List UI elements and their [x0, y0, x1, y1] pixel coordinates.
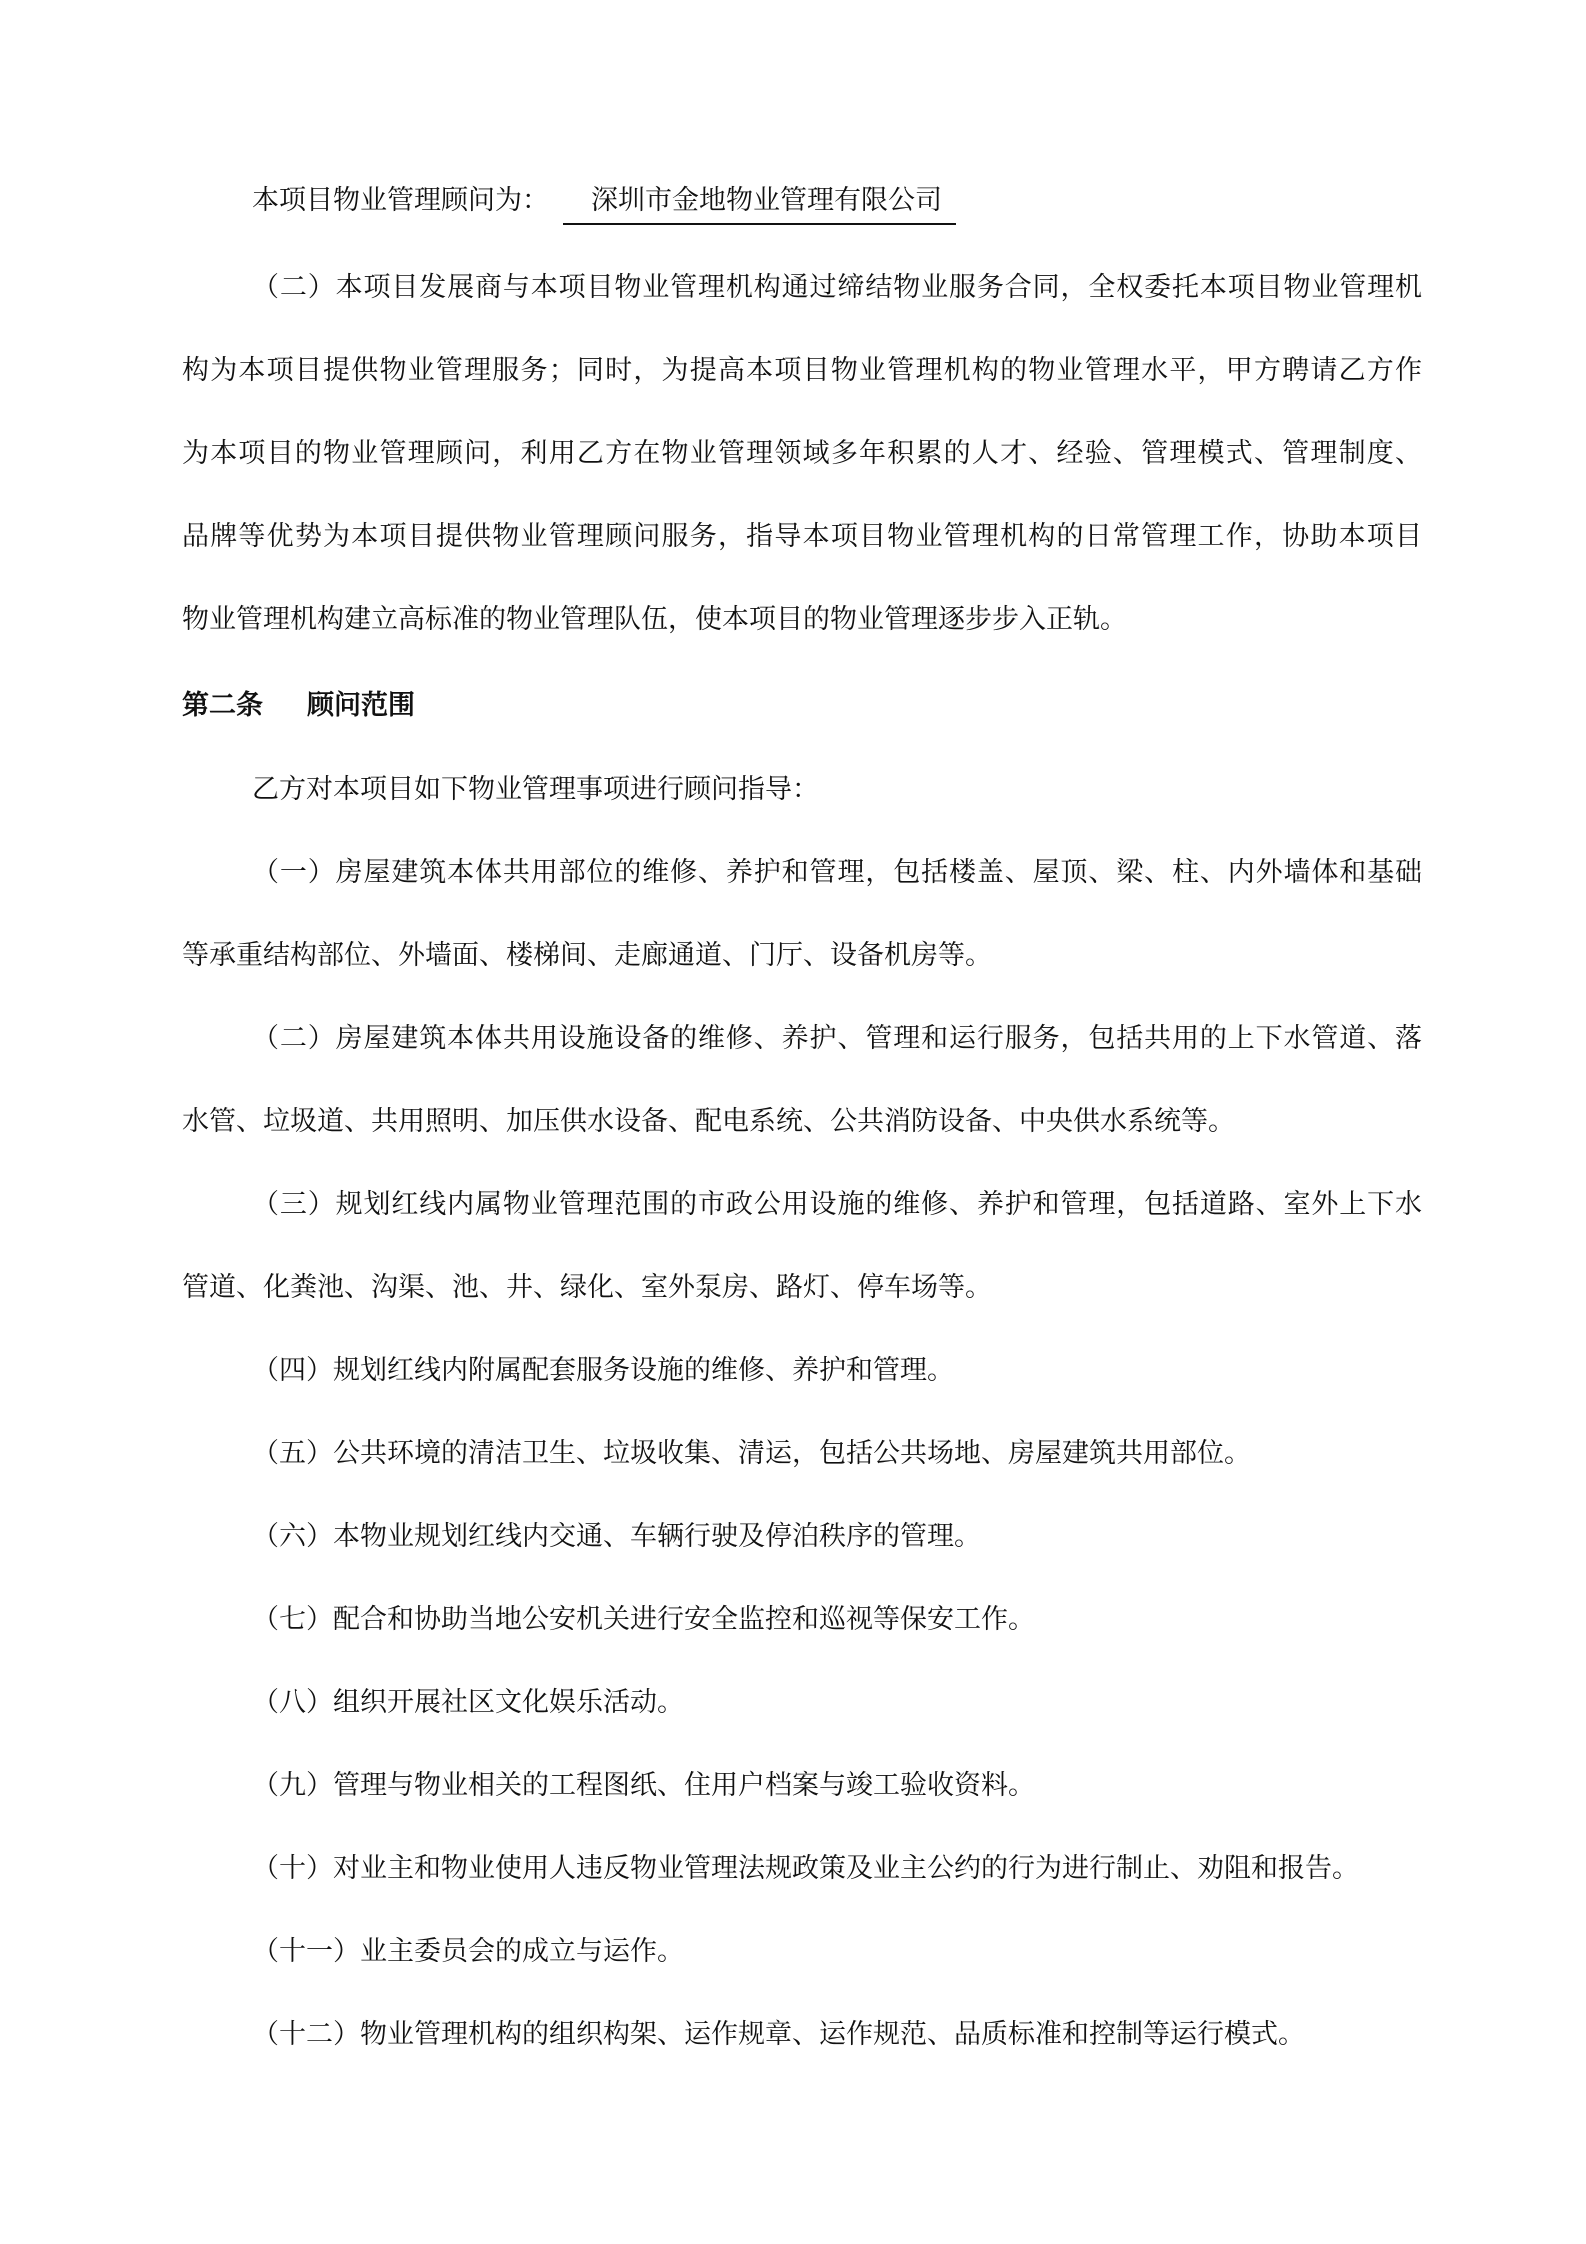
- article-number: 第二条: [182, 690, 263, 721]
- section-two-line-1: （二）本项目发展商与本项目物业管理机构通过缔结物业服务合同，全权委托本项目物业管理机: [252, 272, 1422, 303]
- article-title: 顾问范围: [307, 690, 415, 721]
- item-4: （四）规划红线内附属配套服务设施的维修、养护和管理。: [252, 1355, 954, 1386]
- section-two-line-5: 物业管理机构建立高标准的物业管理队伍，使本项目的物业管理逐步步入正轨。: [182, 604, 1127, 635]
- item-5: （五）公共环境的清洁卫生、垃圾收集、清运，包括公共场地、房屋建筑共用部位。: [252, 1438, 1251, 1469]
- item-3-line-2: 管道、化粪池、沟渠、池、井、绿化、室外泵房、路灯、停车场等。: [182, 1272, 992, 1303]
- item-3-line-1: （三）规划红线内属物业管理范围的市政公用设施的维修、养护和管理，包括道路、室外上下水: [252, 1189, 1422, 1220]
- advisor-company: 深圳市金地物业管理有限公司: [563, 181, 956, 225]
- item-2-line-1: （二）房屋建筑本体共用设施设备的维修、养护、管理和运行服务，包括共用的上下水管道、落: [252, 1023, 1422, 1054]
- item-9: （九）管理与物业相关的工程图纸、住用户档案与竣工验收资料。: [252, 1770, 1035, 1801]
- item-2-line-2: 水管、垃圾道、共用照明、加压供水设备、配电系统、公共消防设备、中央供水系统等。: [182, 1106, 1235, 1137]
- section-two-line-3: 为本项目的物业管理顾问，利用乙方在物业管理领域多年积累的人才、经验、管理模式、管理制度、: [182, 438, 1422, 469]
- item-1-line-1: （一）房屋建筑本体共用部位的维修、养护和管理，包括楼盖、屋顶、梁、柱、内外墙体和基础: [252, 857, 1422, 888]
- article-two-heading: [182, 686, 1422, 726]
- item-6: （六）本物业规划红线内交通、车辆行驶及停泊秩序的管理。: [252, 1521, 981, 1552]
- item-12: （十二）物业管理机构的组织构架、运作规章、运作规范、品质标准和控制等运行模式。: [252, 2019, 1305, 2050]
- item-1-line-2: 等承重结构部位、外墙面、楼梯间、走廊通道、门厅、设备机房等。: [182, 940, 992, 971]
- item-11: （十一）业主委员会的成立与运作。: [252, 1936, 684, 1967]
- section-two-line-4: 品牌等优势为本项目提供物业管理顾问服务，指导本项目物业管理机构的日常管理工作，协助本项目: [182, 521, 1422, 552]
- advisor-label: 本项目物业管理顾问为：: [252, 185, 549, 216]
- section-two-line-2: 构为本项目提供物业管理服务；同时，为提高本项目物业管理机构的物业管理水平，甲方聘请乙方作: [182, 355, 1422, 386]
- article-two-intro: 乙方对本项目如下物业管理事项进行顾问指导：: [252, 774, 819, 805]
- item-8: （八）组织开展社区文化娱乐活动。: [252, 1687, 684, 1718]
- item-10: （十）对业主和物业使用人违反物业管理法规政策及业主公约的行为进行制止、劝阻和报告。: [252, 1853, 1359, 1884]
- advisor-line: [252, 181, 1422, 225]
- item-7: （七）配合和协助当地公安机关进行安全监控和巡视等保安工作。: [252, 1604, 1035, 1635]
